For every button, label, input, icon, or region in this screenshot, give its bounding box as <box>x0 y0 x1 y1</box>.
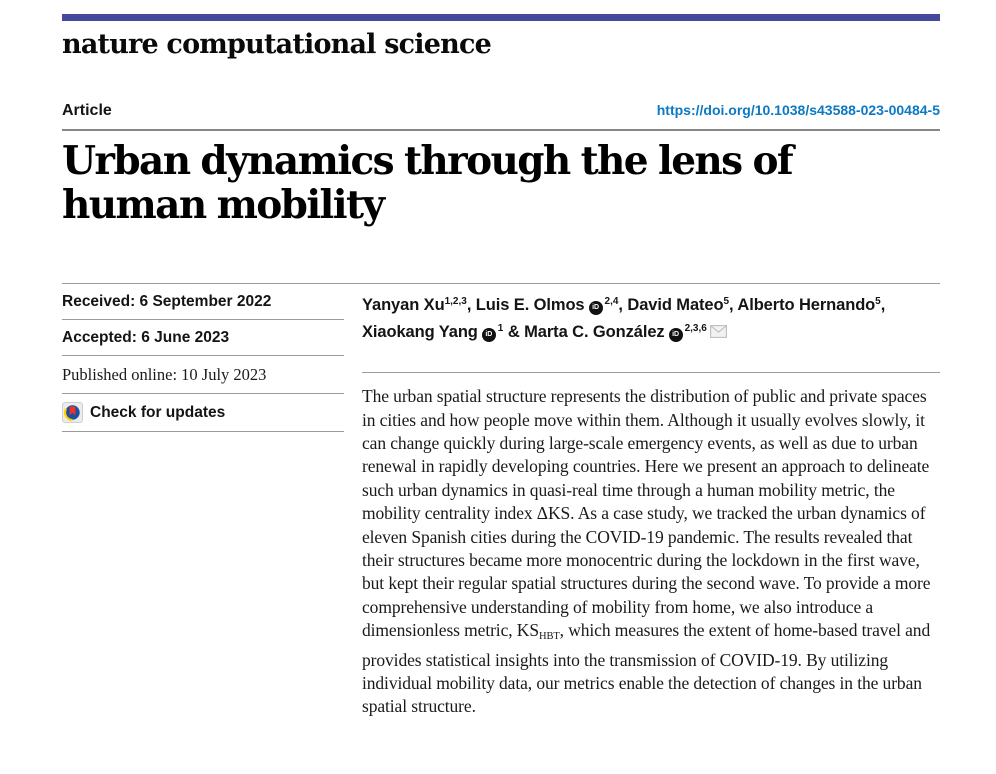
article-header-row <box>62 102 940 120</box>
article-page <box>62 14 940 719</box>
check-for-updates-button[interactable] <box>62 394 344 432</box>
abstract-divider <box>362 372 940 373</box>
orcid-icon[interactable]: iD <box>589 301 603 315</box>
author-name: Luis E. Olmos <box>475 296 585 315</box>
corresponding-author-email-icon[interactable] <box>710 320 727 346</box>
article-type-label: Article <box>62 102 112 119</box>
author-separator: , <box>729 296 738 315</box>
author-separator: , <box>880 296 886 315</box>
column-gap <box>344 284 362 718</box>
orcid-icon[interactable]: iD <box>669 328 683 342</box>
author-name: David Mateo <box>627 296 724 315</box>
author-affiliations: 2,4 <box>604 296 619 308</box>
published-date: Published online: 10 July 2023 <box>62 356 344 394</box>
author-affiliations: 5 <box>875 296 881 308</box>
accepted-date: Accepted: 6 June 2023 <box>62 320 344 356</box>
article-body-column <box>362 284 940 718</box>
author-affiliations: 1,2,3 <box>444 296 467 308</box>
crossmark-icon <box>62 402 83 423</box>
journal-name: nature computational science <box>62 29 491 60</box>
author-separator: , <box>466 296 476 315</box>
article-history-sidebar <box>62 284 344 718</box>
author-name: Xiaokang Yang <box>362 322 478 341</box>
author-list <box>362 284 940 346</box>
main-two-column-layout <box>62 284 940 718</box>
header-divider <box>62 129 940 131</box>
author-name: Marta C. González <box>524 322 665 341</box>
author-separator: , <box>618 296 628 315</box>
abstract-part-1: The urban spatial structure represents the distribution of public and private spaces in cities and how people move within them. Although it usually evolves slowly, it can change quickly during large-scale emergency events, as well as due to urban renewal in rapidly developing countries. Here we present an approach to delineate such urban dynamics in quasi-real time through a human mobility metric, the mobility centrality index ΔKS. As a case study, we tracked the urban dynamics of eleven Spanish cities during the COVID-19 pandemic. The results revealed that their structures became more monocentric during the lockdown in the first wave, but kept their regular spatial structures during the second wave. To provide a more comprehensive understanding of mobility from home, we also introduce a dimensionless metric, KS <box>362 386 931 641</box>
orcid-icon[interactable]: iD <box>482 328 496 342</box>
abstract-text <box>362 385 940 719</box>
author-name: Alberto Hernando <box>737 296 876 315</box>
paper-title: Urban dynamics through the lens of human mobility <box>62 138 793 228</box>
abstract-part-2: , which measures the extent of home-based travel and provides statistical insights into the transmission of COVID-19. By utilizing individual mobility data, our metrics enable the detection of changes in the urban spatial structure. <box>362 620 931 717</box>
author-affiliations: 5 <box>723 296 730 308</box>
received-date: Received: 6 September 2022 <box>62 284 344 320</box>
check-for-updates-label: Check for updates <box>90 403 226 421</box>
journal-accent-bar <box>62 14 940 21</box>
author-separator: & <box>503 322 525 341</box>
abstract-subscript: HBT <box>538 631 560 643</box>
author-name: Yanyan Xu <box>362 296 445 315</box>
author-affiliations: 2,3,6 <box>684 322 707 334</box>
author-affiliations: 1 <box>497 322 504 334</box>
doi-link[interactable]: https://doi.org/10.1038/s43588-023-00484-5 <box>656 102 940 118</box>
